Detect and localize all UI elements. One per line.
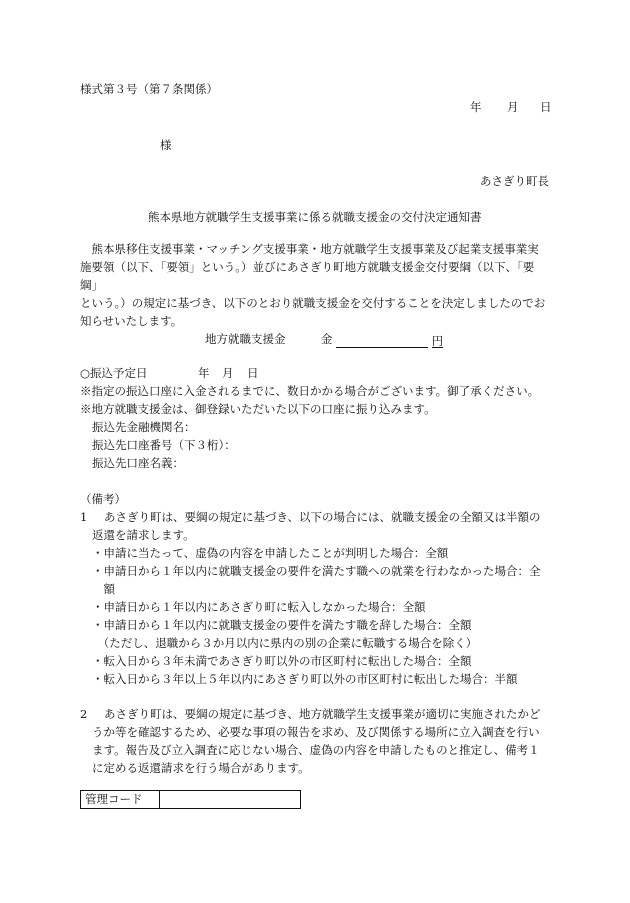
- issuer-name: あさぎり町長: [480, 174, 549, 188]
- account-number-label: 振込先口座番号（下３桁）：: [92, 438, 236, 452]
- remark-2-line: に定める返還請求を行う場合があります。: [92, 761, 310, 775]
- remark-1-line: 返還を請求します。: [92, 528, 195, 542]
- transfer-date-label: ○振込予定日: [80, 366, 148, 380]
- management-code-table: [80, 790, 301, 809]
- remark-bullet: （ただし、退職から３か月以内に県内の別の企業に転職する場合を除く）: [92, 636, 478, 650]
- intro-line: という。）の規定に基づき、以下のとおり就職支援金を交付することを決定しましたのでお: [80, 296, 546, 310]
- date-month-label: 月: [507, 100, 519, 114]
- remark-2-line: うか等を確認するため、必要な事項の報告を求め、及び関係する場所に立入調査を行い: [92, 725, 540, 739]
- intro-line: 知らせいたします。: [80, 314, 183, 328]
- intro-line: 熊本県移住支援事業・マッチング支援事業・地方就職学生支援事業及び起業支援事業実: [80, 242, 539, 256]
- transfer-date-day: 日: [247, 366, 259, 380]
- amount-blank: [336, 332, 428, 348]
- recipient-suffix: 様: [160, 138, 172, 152]
- amount-line: [205, 330, 443, 348]
- remark-1-line: あさぎり町は、要綱の規定に基づき、以下の場合には、就職支援金の全額又は半額の: [104, 510, 541, 524]
- date-day-label: 日: [540, 100, 552, 114]
- form-number: 様式第３号（第７条関係）: [80, 82, 218, 96]
- remark-bullet: 額: [92, 582, 115, 596]
- bank-name-label: 振込先金融機関名：: [92, 420, 196, 434]
- remark-bullet: ・申請に当たって、虚偽の内容を申請したことが判明した場合：全額: [92, 546, 449, 560]
- document-title: 熊本県地方就職学生支援事業に係る就職支援金の交付決定通知書: [148, 210, 482, 224]
- transfer-date-year: 年: [198, 366, 210, 380]
- management-code-label: 管理コード: [81, 791, 160, 809]
- remark-bullet: ・申請日から１年以内に就職支援金の要件を満たす職への就業を行わなかった場合：全: [92, 564, 541, 578]
- remark-bullet: ・転入日から３年未満であさぎり町以外の市区町村に転出した場合：全額: [92, 654, 472, 668]
- remark-bullet: ・申請日から１年以内に就職支援金の要件を満たす職を辞した場合：全額: [92, 618, 472, 632]
- amount-label: 地方就職支援金: [205, 332, 286, 346]
- date-year-label: 年: [470, 100, 482, 114]
- remarks-heading: （備考）: [80, 492, 126, 506]
- remark-2-line: あさぎり町は、要綱の規定に基づき、地方就職学生支援事業が適切に実施されたかど: [104, 707, 541, 721]
- intro-line: 施要領（以下、「要領」という。）並びにあさぎり町地方就職支援金交付要綱（以下、「要綱」: [80, 260, 535, 292]
- remark-1-number: 1: [80, 510, 88, 524]
- intro-paragraph: [80, 240, 550, 330]
- remark-bullet: ・申請日から１年以内にあさぎり町に転入しなかった場合：全額: [92, 600, 426, 614]
- remark-2-line: ます。報告及び立入調査に応じない場合、虚偽の内容を申請したものと推定し、備考１: [92, 743, 540, 757]
- transfer-note-2: ※地方就職支援金は、御登録いただいた以下の口座に振り込みます。: [80, 402, 436, 416]
- amount-unit: 円: [431, 334, 444, 348]
- transfer-date-month: 月: [222, 366, 234, 380]
- transfer-note-1: ※指定の振込口座に入金されるまでに、数日かかる場合がございます。御了承ください。: [80, 384, 540, 398]
- account-holder-label: 振込先口座名義：: [92, 456, 184, 470]
- remark-2-number: 2: [80, 707, 88, 721]
- transfer-date-row: [80, 364, 259, 382]
- remark-bullet: ・転入日から３年以上５年以内にあさぎり町以外の市区町村に転出した場合：半額: [92, 672, 518, 686]
- amount-prefix: 金: [320, 332, 333, 346]
- management-code-value: [160, 791, 301, 809]
